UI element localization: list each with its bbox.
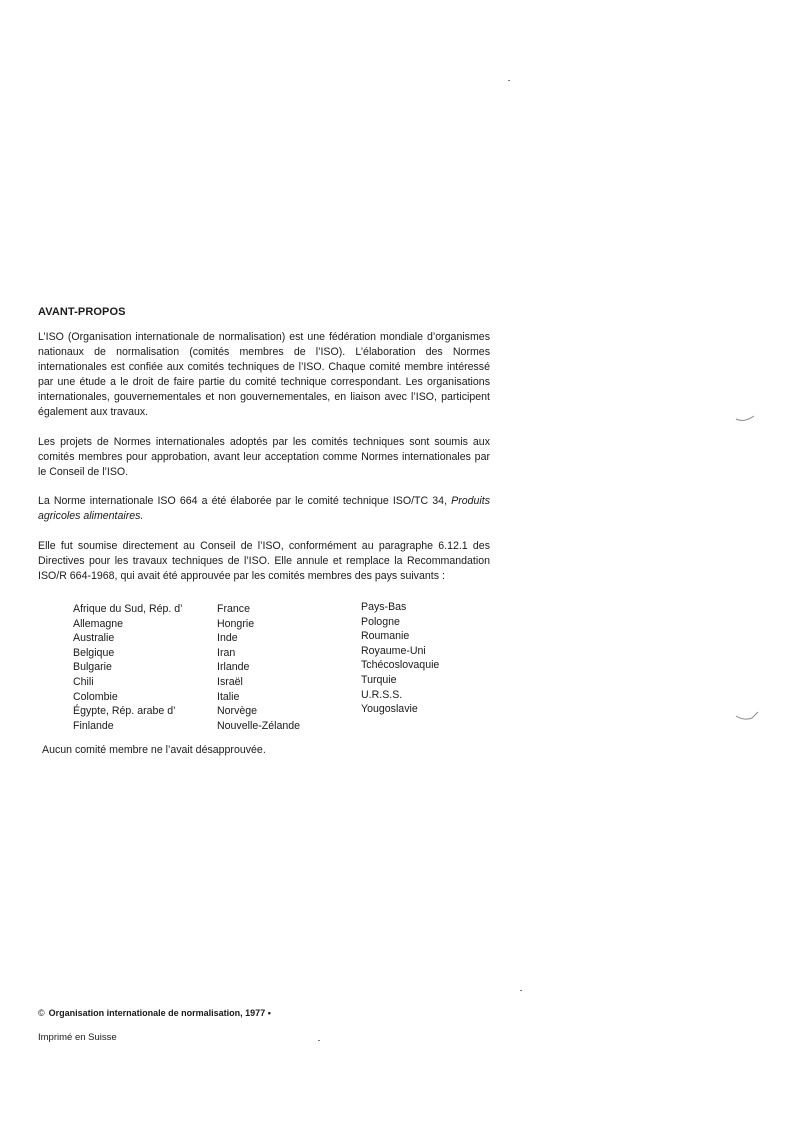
foreword-section bbox=[38, 306, 490, 756]
country-item: France bbox=[217, 603, 250, 615]
scan-dot bbox=[318, 1040, 320, 1041]
scan-mark bbox=[734, 710, 762, 724]
country-item: Norvège bbox=[217, 705, 258, 718]
countries-column-3 bbox=[361, 600, 439, 717]
country-item: Inde bbox=[217, 632, 238, 645]
printed-in-notice: Imprimé en Suisse bbox=[38, 1032, 117, 1043]
country-item: Iran bbox=[217, 646, 236, 659]
copyright-text: Organisation internationale de normalisation, 1977 • bbox=[48, 1008, 271, 1018]
country-item: Turquie bbox=[361, 673, 397, 686]
countries-column-2 bbox=[217, 602, 300, 733]
country-item: U.R.S.S. bbox=[361, 688, 403, 701]
scan-dot bbox=[520, 990, 522, 991]
country-item: Tchécoslovaquie bbox=[361, 659, 440, 672]
foreword-paragraph-3 bbox=[38, 494, 490, 524]
country-item: Australie bbox=[73, 632, 115, 645]
foreword-paragraph-2: Les projets de Normes internationales adoptés par les comités techniques sont soumis aux comités membres pour approbation, avant leur acceptation comme Normes internationales par le Conseil de l’ISO. bbox=[38, 436, 490, 478]
country-item: Colombie bbox=[73, 690, 118, 703]
countries-column-1 bbox=[73, 602, 183, 733]
country-item: Chili bbox=[73, 675, 94, 688]
foreword-heading: AVANT-PROPOS bbox=[38, 306, 126, 318]
country-item: Afrique du Sud, Rép. d’ bbox=[73, 603, 183, 615]
foreword-paragraph-4: Elle fut soumise directement au Conseil de l’ISO, conformément au paragraphe 6.12.1 des Directives pour les travaux techniques de l’ISO. Elle annule et remplace la Recommandation ISO/R 664-1968, qui avait été approuvée par les comités membres des pays suivants : bbox=[38, 540, 490, 582]
member-countries-list bbox=[73, 594, 490, 732]
country-item: Nouvelle-Zélande bbox=[217, 719, 301, 732]
country-item: Italie bbox=[217, 690, 240, 703]
copyright-notice bbox=[38, 1008, 271, 1018]
country-item: Roumanie bbox=[361, 630, 410, 643]
country-item: Israël bbox=[217, 675, 243, 688]
country-item: Irlande bbox=[217, 661, 250, 674]
closing-statement: Aucun comité membre ne l’avait désapprouvée. bbox=[42, 744, 266, 756]
paragraph-3-text: La Norme internationale ISO 664 a été élaborée par le comité technique ISO/TC 34, bbox=[38, 495, 448, 507]
country-item: Yougoslavie bbox=[361, 703, 418, 716]
country-item: Royaume-Uni bbox=[361, 644, 426, 657]
scan-mark bbox=[734, 412, 758, 424]
country-item: Belgique bbox=[73, 646, 115, 659]
country-item: Finlande bbox=[73, 719, 114, 732]
country-item: Hongrie bbox=[217, 617, 255, 630]
country-item: Pays-Bas bbox=[361, 601, 407, 613]
country-item: Pologne bbox=[361, 615, 400, 628]
country-item: Égypte, Rép. arabe d’ bbox=[73, 705, 176, 718]
paragraph-3-committee-title: Produits agricoles alimentaires. bbox=[38, 495, 490, 522]
foreword-paragraph-1: L’ISO (Organisation internationale de normalisation) est une fédération mondiale d’organismes nationaux de normalisation (comités membres de l’ISO). L’élaboration des Normes internationales est confiée aux comités techniques de l’ISO. Chaque comité membre intéressé par une étude a le droit de faire partie du comité technique correspondant. Les organisations internationales, gouvernementales et non gouvernementales, en liaison avec l’ISO, participent également aux travaux. bbox=[38, 331, 490, 418]
scan-dot bbox=[508, 80, 510, 81]
copyright-symbol: © bbox=[38, 1008, 45, 1018]
page-footer bbox=[38, 1008, 271, 1043]
country-item: Allemagne bbox=[73, 617, 124, 630]
country-item: Bulgarie bbox=[73, 661, 112, 674]
